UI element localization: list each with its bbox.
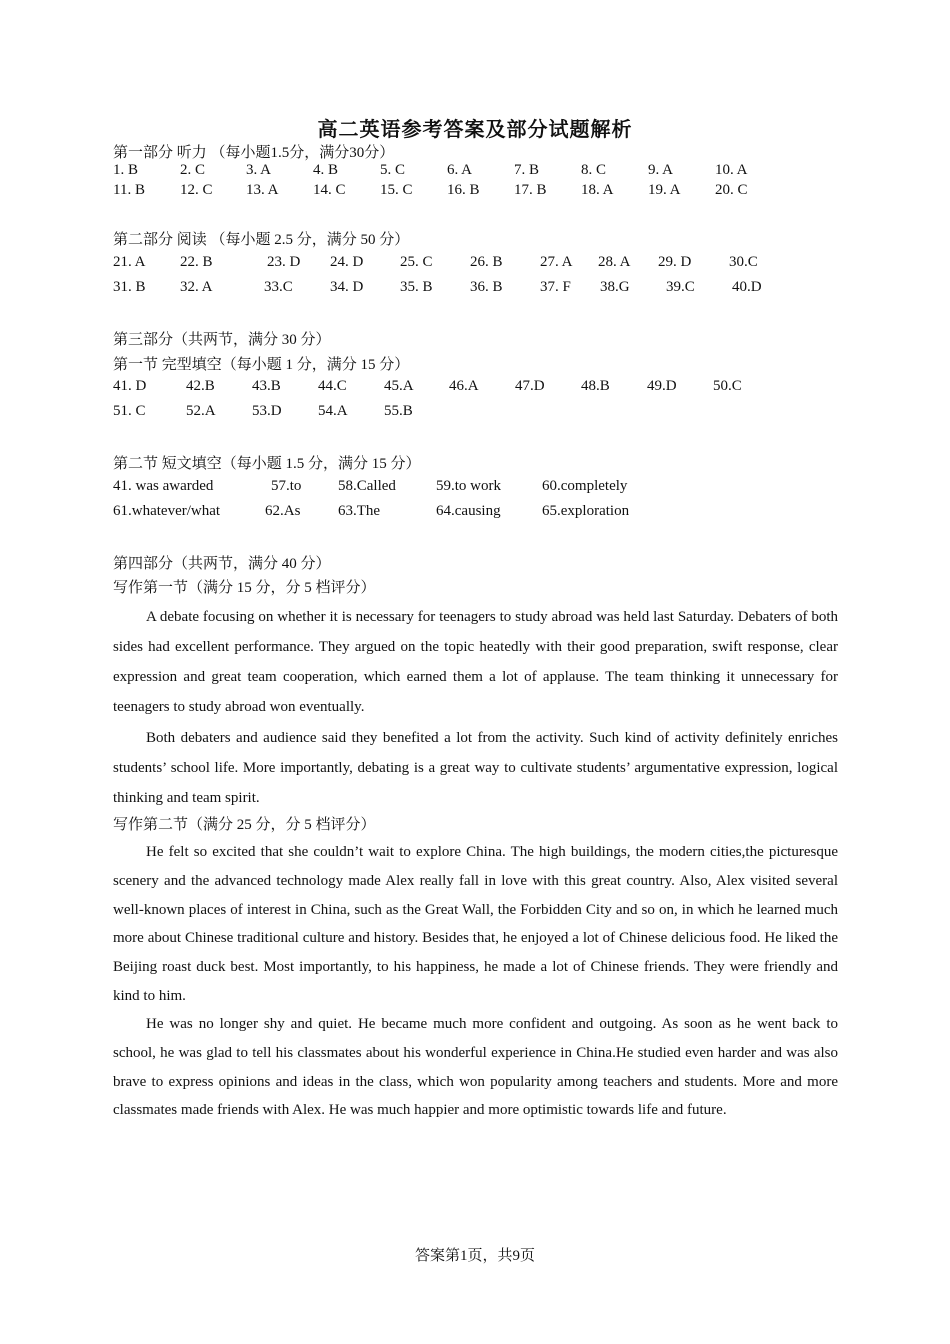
answer-item: 12. C xyxy=(180,182,213,198)
answer-item: 43.B xyxy=(252,378,281,394)
part2-heading: 第二部分 阅读 （每小题 2.5 分，满分 50 分） xyxy=(113,232,410,248)
answer-item: 15. C xyxy=(380,182,413,198)
page-title: 高二英语参考答案及部分试题解析 xyxy=(317,117,633,141)
answer-item: 36. B xyxy=(470,279,503,295)
answer-item: 24. D xyxy=(330,254,364,270)
answer-item: 41. was awarded xyxy=(113,478,214,494)
answer-item: 23. D xyxy=(267,254,301,270)
answer-item: 40.D xyxy=(732,279,762,295)
answer-item: 55.B xyxy=(384,403,413,419)
answer-item: 8. C xyxy=(581,162,607,178)
writing1-heading: 写作第一节（满分 15 分，分 5 档评分） xyxy=(113,580,376,596)
answer-item: 50.C xyxy=(713,378,742,394)
answer-item: 11. B xyxy=(113,182,145,198)
answer-item: 52.A xyxy=(186,403,216,419)
answer-item: 47.D xyxy=(515,378,545,394)
answer-item: 65.exploration xyxy=(542,503,630,519)
answer-item: 38.G xyxy=(600,279,630,295)
answer-item: 33.C xyxy=(264,279,293,295)
answer-item: 41. D xyxy=(113,378,147,394)
answer-item: 2. C xyxy=(180,162,206,178)
answer-item: 22. B xyxy=(180,254,213,270)
answer-item: 57.to xyxy=(271,478,302,494)
answer-item: 19. A xyxy=(648,182,681,198)
answer-item: 6. A xyxy=(447,162,473,178)
answer-item: 14. C xyxy=(313,182,346,198)
answer-item: 27. A xyxy=(540,254,573,270)
answer-item: 53.D xyxy=(252,403,282,419)
answer-item: 63.The xyxy=(338,503,381,519)
answer-item: 17. B xyxy=(514,182,547,198)
part1-answer-row-1 xyxy=(113,162,853,182)
answer-item: 21. A xyxy=(113,254,146,270)
part2-answer-row-1 xyxy=(113,254,853,274)
part3-section1-heading: 第一节 完型填空（每小题 1 分，满分 15 分） xyxy=(113,357,410,373)
answer-item: 29. D xyxy=(658,254,692,270)
answer-item: 48.B xyxy=(581,378,610,394)
answer-item: 5. C xyxy=(380,162,406,178)
writing1-paragraph-1: A debate focusing on whether it is necessary for teenagers to study abroad was held last Saturday. Debaters of both sides had excellent performance. They argued on the topic heatedly with their good preparation, swift response, clear expression and great team cooperation, which earned them a lot of applause. The team thinking it unnecessary for teenagers to study abroad won eventually. xyxy=(113,609,838,715)
answer-item: 13. A xyxy=(246,182,279,198)
answer-item: 9. A xyxy=(648,162,674,178)
answer-item: 58.Called xyxy=(338,478,396,494)
writing2-paragraph-2: He was no longer shy and quiet. He became much more confident and outgoing. As soon as he went back to school, he was glad to tell his classmates about his wonderful experience in China.He studied even harder and was also brave to express opinions and ideas in the class, which won popularity among teachers and students. More and more classmates made friends with Alex. He was much happier and more optimistic towards life and future. xyxy=(113,1016,838,1119)
cloze-answer-row-2 xyxy=(113,403,853,423)
answer-item: 39.C xyxy=(666,279,695,295)
answer-item: 7. B xyxy=(514,162,540,178)
answer-item: 59.to work xyxy=(436,478,501,494)
answer-item: 32. A xyxy=(180,279,213,295)
part1-heading: 第一部分 听力 （每小题1.5分，满分30分） xyxy=(113,145,395,161)
answer-item: 34. D xyxy=(330,279,364,295)
answer-item: 3. A xyxy=(246,162,272,178)
answer-item: 49.D xyxy=(647,378,677,394)
answer-item: 25. C xyxy=(400,254,433,270)
answer-item: 51. C xyxy=(113,403,146,419)
answer-item: 54.A xyxy=(318,403,348,419)
cloze-answer-row-1 xyxy=(113,378,853,398)
answer-item: 30.C xyxy=(729,254,758,270)
answer-item: 60.completely xyxy=(542,478,628,494)
answer-item: 28. A xyxy=(598,254,631,270)
grammar-fill-row-2 xyxy=(113,503,853,523)
grammar-fill-row-1 xyxy=(113,478,853,498)
answer-item: 42.B xyxy=(186,378,215,394)
answer-item: 4. B xyxy=(313,162,339,178)
answer-item: 46.A xyxy=(449,378,479,394)
answer-item: 10. A xyxy=(715,162,748,178)
answer-item: 26. B xyxy=(470,254,503,270)
writing1-paragraph-2: Both debaters and audience said they benefited a lot from the activity. Such kind of activity definitely enriches students’ school life. More importantly, debating is a great way to cultivate students’ argumentative expression, logical thinking and team spirit. xyxy=(113,730,838,806)
part1-answer-row-2 xyxy=(113,182,853,202)
answer-item: 45.A xyxy=(384,378,414,394)
answer-item: 18. A xyxy=(581,182,614,198)
answer-item: 61.whatever/what xyxy=(113,503,221,519)
part2-answer-row-2 xyxy=(113,279,853,299)
answer-item: 62.As xyxy=(265,503,301,519)
answer-item: 35. B xyxy=(400,279,433,295)
writing2-paragraph-1: He felt so excited that she couldn’t wait to explore China. The high buildings, the modern cities,the picturesque scenery and the advanced technology made Alex really fall in love with this great country. Also, Alex visited several well-known places of interest in China, such as the Great Wall, the Forbidden City and so on, in which he learned much more about Chinese traditional culture and history. Besides that, he enjoyed a lot of Chinese delicious food. He liked the Beijing roast duck best. Most importantly, to his happiness, he made a lot of Chinese friends. They were friendly and kind to him. xyxy=(113,844,838,1004)
answer-item: 37. F xyxy=(540,279,571,295)
answer-item: 31. B xyxy=(113,279,146,295)
part3-heading: 第三部分（共两节，满分 30 分） xyxy=(113,332,331,348)
answer-item: 1. B xyxy=(113,162,139,178)
page-footer: 答案第1页，共9页 xyxy=(414,1248,535,1264)
part4-heading: 第四部分（共两节，满分 40 分） xyxy=(113,556,331,572)
answer-item: 16. B xyxy=(447,182,480,198)
answer-item: 44.C xyxy=(318,378,347,394)
answer-item: 64.causing xyxy=(436,503,501,519)
writing2-heading: 写作第二节（满分 25 分，分 5 档评分） xyxy=(113,817,376,833)
part3-section2-heading: 第二节 短文填空（每小题 1.5 分，满分 15 分） xyxy=(113,456,421,472)
answer-item: 20. C xyxy=(715,182,748,198)
